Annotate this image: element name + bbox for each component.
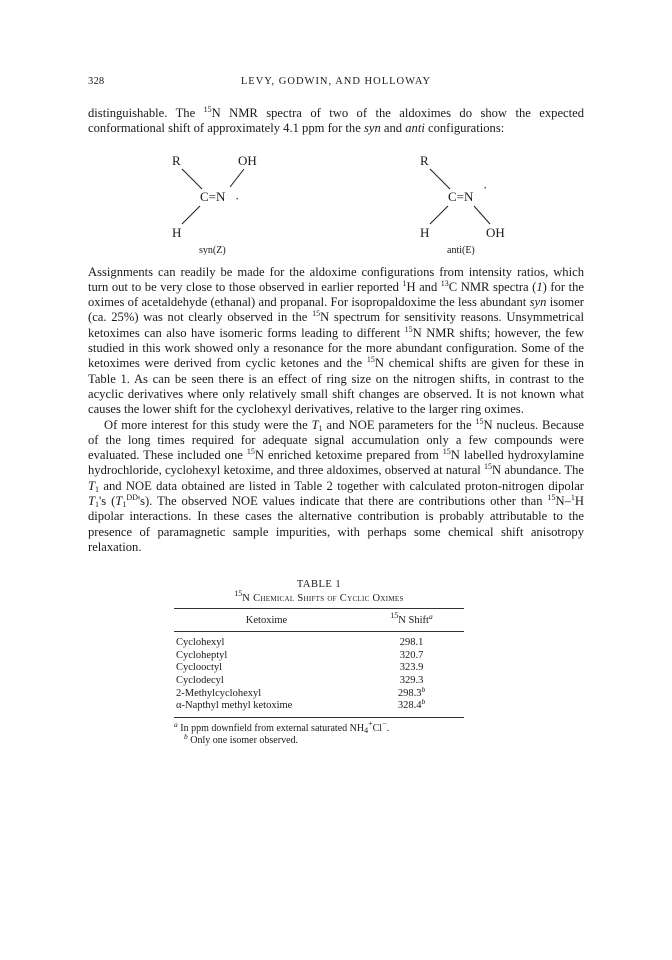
row-shift: 298.1 — [399, 637, 424, 649]
table-subtitle: $^{15}$N Chemical Shifts of Cyclic Oximes — [234, 589, 404, 605]
col-header-shift: $^{15}$N Shift$^a$ — [390, 611, 433, 627]
svg-text:·: · — [483, 179, 488, 195]
row-ketoxime: α-Napthyl methyl ketoxime — [176, 700, 293, 712]
syn-structure — [172, 153, 257, 255]
row-shift: 298.3$^b$ — [397, 684, 426, 699]
syn-oh-label: OH — [238, 152, 257, 168]
paragraph-3: Of more interest for this study were the $T_1$ and NOE parameters for the $^{15}$N nucleus. Because of the long times required for adequate signal accumulation only a few compounds were evaluated. These included one $^{15}$N enriched ketoxime prepared from $^{15}$N labelled hydroxylamine hydrochloride, cyclohexyl ketoxime, and three aldoximes, observed at natural $^{15}$N abundance. The $T_1$ and NOE data obtained are listed in Table 2 together with calculated proton-nitrogen dipolar $T_1's$ $(T_1^{DD}'s)$. The observed NOE values indicate that there are contributions other than $^{15}$N–$^1$H dipolar interactions. In these cases the alternative contribution is probably attributable to the presence of paramagnetic sample impurities, with perhaps some chemical shift anisotropy relaxation. — [88, 416, 585, 554]
table-row — [174, 700, 464, 717]
shift-table — [174, 608, 464, 718]
col-header-ketoxime: Ketoxime — [245, 615, 288, 627]
syn-h-label: H — [172, 224, 182, 240]
anti-core-label: C=N — [448, 188, 474, 204]
table-footnotes — [174, 718, 464, 748]
row-ketoxime: Cycloheptyl — [176, 649, 228, 661]
running-head — [88, 76, 584, 92]
structure-drawing — [88, 147, 584, 255]
paragraph-2: Assignments can readily be made for the aldoxime configurations from intensity ratios, which turn out to be very close to those observed in earlier reported $^1$H and $^{13}$C NMR spectra (1) for the oximes of acetaldehyde (ethanal) and propanal. For isopropaldoxime the less abundant syn isomer (ca. 25%) was not clearly observed in the $^{15}$N spectrum for sensitivity reasons. Unsymmetrical ketoximes can also have isomeric forms leading to different $^{15}$N NMR shifts; however, the few studied in this work showed only a resonance for the more abundant configuration. Some of the ketoximes were derived from cyclic ketones and the $^{15}$N chemical shifts are given for these in Table 1. As can be seen there is an effect of ring size on the nitrogen shifts, in contrast to the acyclic derivatives where only relatively small shift changes are observed. It is not known what causes the lower shift for the cyclohexyl derivatives, relative to the larger ring oximes. — [88, 264, 584, 417]
anti-r-label: R — [420, 152, 429, 168]
table-row — [174, 662, 464, 675]
page-number: 328 — [88, 76, 105, 87]
svg-text:·: · — [235, 190, 240, 206]
footnote-b: $^b$ Only one isomer observed. — [184, 732, 299, 747]
anti-structure — [420, 153, 505, 255]
journal-page — [88, 76, 584, 748]
anti-caption: anti(E) — [447, 244, 475, 255]
row-ketoxime: Cyclodecyl — [176, 675, 224, 687]
row-shift: 328.4$^b$ — [397, 697, 426, 712]
anti-oh-label: OH — [486, 224, 505, 240]
oxime-structures — [88, 147, 584, 255]
paragraph-1: distinguishable. The $^{15}$N NMR spectra of two of the aldoximes do show the expected conformational shift of approximately 4.1 ppm for the syn and anti configurations: — [88, 105, 585, 136]
syn-caption: syn(Z) — [199, 244, 226, 255]
syn-r-label: R — [172, 152, 181, 168]
table-label: TABLE 1 — [296, 579, 342, 591]
row-ketoxime: Cyclooctyl — [176, 662, 223, 674]
row-ketoxime: 2-Methylcyclohexyl — [176, 687, 262, 699]
row-shift: 323.9 — [399, 662, 424, 674]
table-row — [174, 632, 464, 650]
anti-h-label: H — [420, 224, 430, 240]
footnote-a: $^a$ In ppm downfield from external saturated $NH_4^+Cl^-$. — [174, 718, 390, 735]
row-shift: 320.7 — [399, 649, 424, 661]
row-shift: 329.3 — [399, 675, 424, 687]
running-title: LEVY, GODWIN, AND HOLLOWAY — [240, 76, 432, 87]
table-row — [174, 650, 464, 663]
syn-core-label: C=N — [200, 188, 226, 204]
table-1 — [174, 579, 464, 748]
row-ketoxime: Cyclohexyl — [176, 637, 225, 649]
